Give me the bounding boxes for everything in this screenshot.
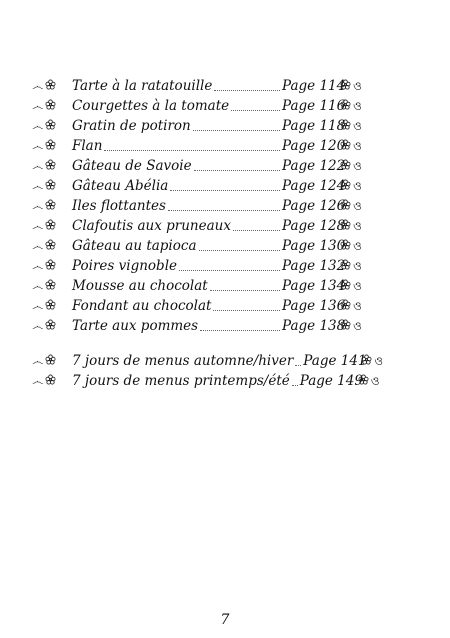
flower-icon [340,276,351,296]
ornament-right [340,96,372,116]
ornament-right [340,276,372,296]
ornament-left [32,176,72,196]
ornament-right [340,296,372,316]
ornament-swirl-icon: ও [353,299,362,313]
dot-leader [194,170,280,171]
flower-icon [45,76,56,96]
dot-leader [292,385,298,386]
toc-entry-title: Mousse au chocolat [72,278,208,294]
dot-leader [210,290,280,291]
ornament-swirl-icon: ෴ [32,99,44,113]
ornament-right [340,116,372,136]
toc-entry-title: Clafoutis aux pruneaux [72,218,231,234]
ornament-left [32,156,72,176]
dot-leader [214,90,280,91]
ornament-left [32,196,72,216]
toc-entry-page: Page 136 [282,298,346,314]
ornament-right [340,136,372,156]
ornament-swirl-icon: ও [370,374,380,388]
flower-icon [45,256,56,276]
dot-leader [168,210,280,211]
ornament-swirl-icon: ও [353,279,362,293]
ornament-swirl-icon: ও [353,159,362,173]
ornament-swirl-icon: ও [353,259,362,273]
flower-icon [340,216,351,236]
ornament-right [340,316,372,336]
dot-leader [200,330,280,331]
flower-icon [340,96,351,116]
ornament-swirl-icon: ෴ [32,279,44,293]
ornament-swirl-icon: ෴ [32,239,44,253]
flower-icon [340,76,351,96]
toc-entry-title: 7 jours de menus automne/hiver [72,353,294,369]
toc-entry[interactable] [32,351,384,371]
ornament-swirl-icon: ෴ [32,219,44,233]
ornament-left [32,371,72,391]
toc-entry-page: Page 116 [282,98,346,114]
ornament-right [340,176,372,196]
toc-entry-page: Page 126 [282,198,346,214]
ornament-swirl-icon: ও [353,99,362,113]
ornament-swirl-icon: ෴ [32,159,44,173]
flower-icon [45,351,56,371]
flower-icon [45,136,56,156]
flower-icon [340,136,351,156]
ornament-right [340,256,372,276]
ornament-swirl-icon: ෴ [32,354,44,368]
flower-icon [45,196,56,216]
ornament-swirl-icon: ෴ [32,79,44,93]
toc-entry-page: Page 118 [282,118,346,134]
ornament-left [32,316,72,336]
toc-entry-title: Gâteau au tapioca [72,238,197,254]
toc-entry[interactable] [32,276,372,296]
ornament-swirl-icon: ෴ [32,259,44,273]
ornament-right [340,196,372,216]
toc-entry[interactable] [32,236,372,256]
toc-entry-page: Page 124 [282,178,346,194]
ornament-swirl-icon: ও [353,319,362,333]
flower-icon [340,256,351,276]
toc-entry-page: Page 120 [282,138,346,154]
ornament-swirl-icon: ෴ [32,119,44,133]
ornament-swirl-icon: ෴ [32,199,44,213]
ornament-swirl-icon: ও [353,119,362,133]
flower-icon [45,176,56,196]
flower-icon [45,316,56,336]
ornament-right [340,76,372,96]
toc-entry-page: Page 132 [282,258,346,274]
flower-icon [340,116,351,136]
ornament-swirl-icon: ෴ [32,139,44,153]
flower-icon [45,216,56,236]
toc-entry[interactable] [32,176,372,196]
ornament-left [32,136,72,156]
ornament-right [358,371,380,391]
ornament-right [340,216,372,236]
flower-icon [340,296,351,316]
toc-entry[interactable] [32,136,372,156]
flower-icon [45,116,56,136]
ornament-swirl-icon: ও [353,239,362,253]
flower-icon [340,156,351,176]
toc-entry-title: Courgettes à la tomate [72,98,230,114]
dot-leader [104,150,280,151]
flower-icon [340,196,351,216]
toc-entry[interactable] [32,96,372,116]
toc-menu-list [32,351,384,391]
dot-leader [199,250,281,251]
flower-icon [45,96,56,116]
toc-entry[interactable] [32,116,372,136]
table-of-contents [32,76,384,391]
ornament-right [361,351,383,371]
ornament-left [32,236,72,256]
ornament-left [32,216,72,236]
toc-entry[interactable] [32,76,372,96]
toc-entry[interactable] [32,316,372,336]
ornament-left [32,116,72,136]
flower-icon [45,276,56,296]
toc-entry-title: Tarte aux pommes [72,318,199,334]
ornament-left [32,96,72,116]
toc-entry-title: Fondant au chocolat [72,298,212,314]
toc-entry-page: Page 128 [282,218,346,234]
ornament-swirl-icon: ෴ [32,179,44,193]
ornament-swirl-icon: ෴ [32,299,44,313]
flower-icon [361,351,372,371]
ornament-left [32,296,72,316]
flower-icon [340,176,351,196]
flower-icon [45,236,56,256]
toc-entry-title: Gâteau de Savoie [72,158,192,174]
toc-entry[interactable] [32,256,372,276]
toc-separator [32,336,372,351]
toc-entry[interactable] [32,196,372,216]
flower-icon [340,236,351,256]
ornament-right [340,156,372,176]
toc-entry[interactable] [32,296,372,316]
toc-entry-title: Gratin de potiron [72,118,191,134]
flower-icon [45,296,56,316]
toc-entry[interactable] [32,371,380,391]
dot-leader [295,365,301,366]
ornament-left [32,276,72,296]
ornament-left [32,256,72,276]
flower-icon [45,371,56,391]
toc-entry-title: Iles flottantes [72,198,166,214]
toc-entry-page: Page 130 [282,238,346,254]
toc-entry[interactable] [32,216,372,236]
page-number: 7 [220,612,230,628]
flower-icon [358,371,369,391]
toc-entry-page: Page 138 [282,318,346,334]
toc-entry-title: Tarte à la ratatouille [72,78,213,94]
toc-recipe-list [32,76,372,336]
dot-leader [231,110,280,111]
toc-entry-title: Flan [72,138,103,154]
toc-entry-page: Page 134 [282,278,346,294]
dot-leader [170,190,280,191]
dot-leader [233,230,280,231]
ornament-right [340,236,372,256]
toc-entry-page: Page 122 [282,158,346,174]
ornament-swirl-icon: ও [353,199,362,213]
dot-leader [193,130,280,131]
toc-entry[interactable] [32,156,372,176]
flower-icon [45,156,56,176]
toc-entry-page: Page 114 [282,78,346,94]
ornament-swirl-icon: ও [353,79,362,93]
ornament-swirl-icon: ও [353,139,362,153]
ornament-swirl-icon: ও [374,354,384,368]
ornament-swirl-icon: ও [353,179,362,193]
flower-icon [340,316,351,336]
ornament-left [32,76,72,96]
toc-entry-title: 7 jours de menus printemps/été [72,373,290,389]
toc-entry-title: Poires vignoble [72,258,178,274]
ornament-swirl-icon: ෴ [32,319,44,333]
ornament-left [32,351,72,371]
dot-leader [179,270,280,271]
toc-entry-page: Page 141 [303,353,367,369]
ornament-swirl-icon: ෴ [32,374,44,388]
toc-entry-title: Gâteau Abélia [72,178,169,194]
dot-leader [213,310,280,311]
toc-entry-page: Page 149 [299,373,363,389]
ornament-swirl-icon: ও [353,219,362,233]
